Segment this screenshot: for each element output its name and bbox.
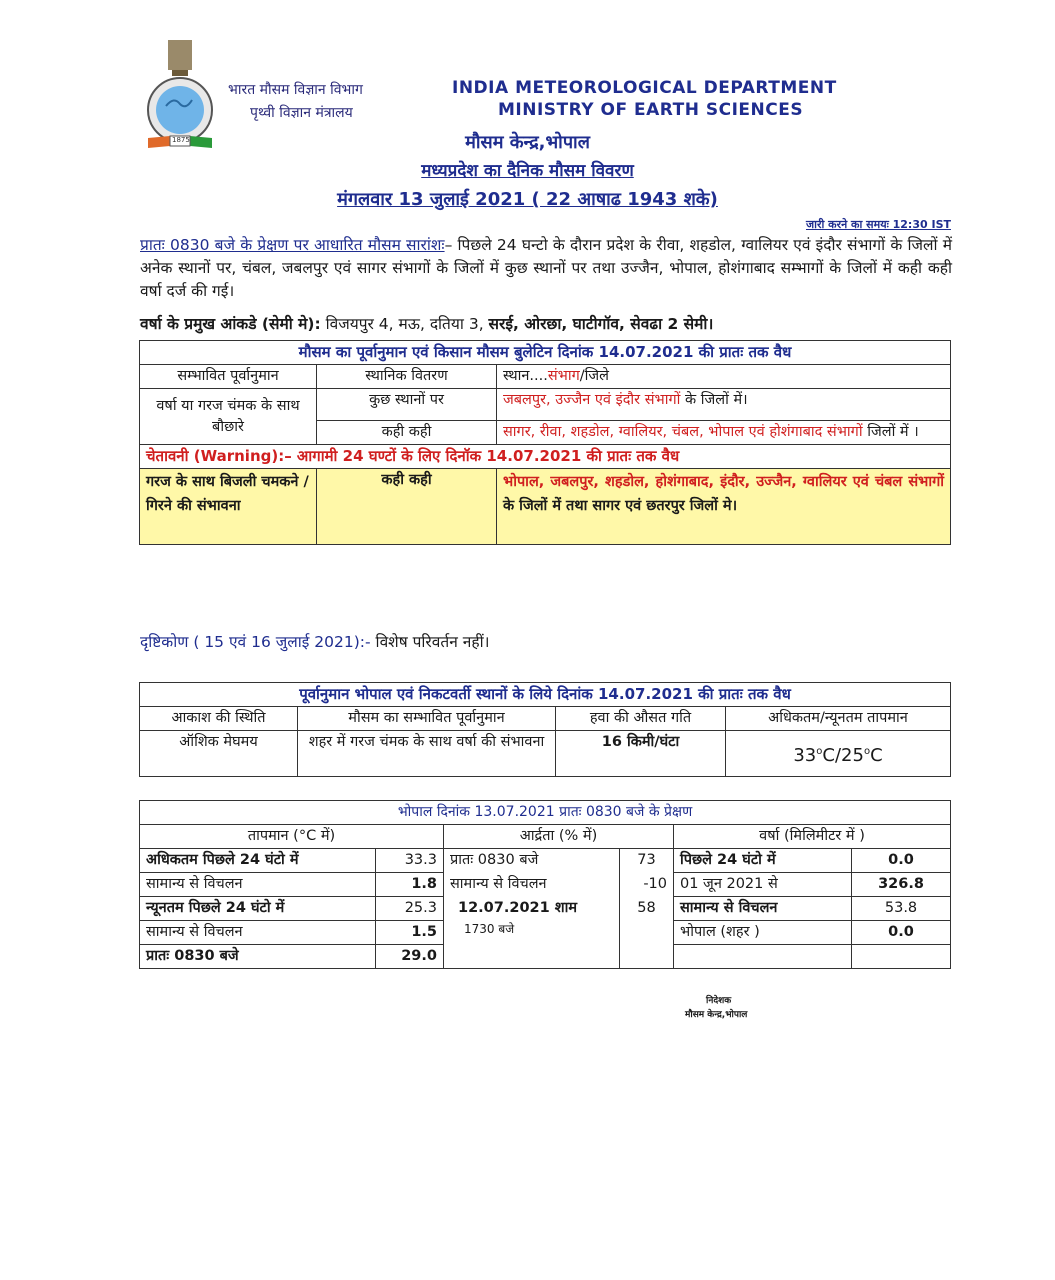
logo-year: 1875 bbox=[172, 136, 190, 144]
report-title: मध्यप्रदेश का दैनिक मौसम विवरण bbox=[421, 161, 634, 181]
rain-value: 326.8 bbox=[852, 873, 951, 897]
humidity-evening-label: 12.07.2021 शाम bbox=[458, 899, 578, 916]
emblem-icon bbox=[168, 40, 192, 70]
warning-places-black: के जिलों में तथा सागर एवं छतरपुर जिलों मे। bbox=[503, 498, 738, 514]
weather-summary bbox=[140, 234, 952, 303]
rain-text-1: विजयपुर 4, मऊ, दतिया 3, bbox=[320, 315, 489, 333]
temp-min: 25 bbox=[841, 745, 864, 766]
col-header-places bbox=[497, 365, 951, 389]
row2-distribution: कही कही bbox=[317, 421, 497, 445]
forecast-type: वर्षा या गरज चंमक के साथ बौछारे bbox=[140, 389, 317, 445]
max-min-temp: 33$^o$C/25$^o$C bbox=[726, 731, 951, 777]
temp-max: 33 bbox=[793, 745, 817, 766]
expected-weather: शहर में गरज चंमक के साथ वर्षा की संभावना bbox=[298, 731, 556, 777]
row1-places bbox=[497, 389, 951, 421]
rain-text-2: सरई, ओरछा, घाटीगॉव, सेवढा 2 सेमी। bbox=[488, 315, 714, 333]
header-weather: मौसम का सम्भावित पूर्वानुमान bbox=[298, 707, 556, 731]
forecast-table bbox=[139, 340, 951, 545]
col3-a: स्थान.... bbox=[503, 368, 548, 384]
col3-c: /जिले bbox=[579, 368, 610, 384]
temp-value: 1.8 bbox=[376, 873, 444, 897]
rain-label: सामान्य से विचलन bbox=[674, 897, 852, 921]
report-date: मंगलवार 13 जुलाई 2021 ( 22 आषाढ 1943 शके) bbox=[337, 189, 718, 210]
rain-value: 53.8 bbox=[852, 897, 951, 921]
warning-places bbox=[497, 469, 951, 545]
humidity-label: प्रातः 0830 बजे bbox=[444, 849, 620, 873]
rain-label: पिछले 24 घंटो में bbox=[674, 849, 852, 873]
temp-value: 29.0 bbox=[376, 945, 444, 969]
bhopal-forecast-title: पूर्वानुमान भोपाल एवं निकटवर्ती स्थानों के लिये दिनांक 14.07.2021 की प्रातः तक वैध bbox=[140, 683, 951, 707]
humidity-value: 58 bbox=[620, 897, 674, 969]
warning-title: चेतावनी (Warning):– आगामी 24 घण्टों के लिए दिनॉक 14.07.2021 की प्रातः तक वैध bbox=[140, 445, 951, 469]
rain-label: भोपाल (शहर ) bbox=[674, 921, 852, 945]
humidity-label: सामान्य से विचलन bbox=[444, 873, 620, 897]
rain-empty-label bbox=[674, 945, 852, 969]
temp-unit-1: C bbox=[822, 745, 835, 766]
humidity-evening bbox=[444, 897, 620, 969]
outlook-text: विशेष परिवर्तन नहीं। bbox=[370, 633, 490, 651]
row2-places bbox=[497, 421, 951, 445]
humidity-value: -10 bbox=[620, 873, 674, 897]
observations-table bbox=[139, 800, 951, 969]
header-wind: हवा की औसत गति bbox=[556, 707, 726, 731]
issue-time: जारी करने का समयः 12:30 IST bbox=[805, 218, 951, 231]
temp-value: 25.3 bbox=[376, 897, 444, 921]
sky-condition: ऑशिक मेघमय bbox=[140, 731, 298, 777]
row2-places-black: जिलों में । bbox=[862, 424, 919, 440]
col-header-forecast: सम्भावित पूर्वानुमान bbox=[140, 365, 317, 389]
temp-label: अधिकतम पिछले 24 घंटो में bbox=[140, 849, 376, 873]
summary-text: – पिछले 24 घन्टो के दौरान प्रदेश के रीवा, शहडोल, ग्वालियर एवं इंदौर संभागों के जिलों में अनेक स्थानों पर, चंबल, जबलपुर एवं सागर संभागों के जिलों में कुछ स्थानों पर तथा उज्जैन, भोपाल, होशंगाबाद सम्भागों के जिलों में कही कही वर्षा दर्ज की गई। bbox=[140, 236, 953, 300]
summary-label: प्रातः 0830 बजे के प्रेक्षण पर आधारित मौसम सारांशः bbox=[140, 236, 445, 254]
row2-places-red: सागर, रीवा, शहडोल, ग्वालियर, चंबल, भोपाल एवं होशंगाबाद संभागों bbox=[503, 424, 863, 440]
warning-places-red: भोपाल, जबलपुर, शहडोल, होशंगाबाद, इंदौर, उज्जैन, ग्वालियर एवं चंबल संभागों bbox=[503, 474, 945, 490]
rain-value: 0.0 bbox=[852, 849, 951, 873]
observations-title: भोपाल दिनांक 13.07.2021 प्रातः 0830 बजे के प्रेक्षण bbox=[140, 801, 951, 825]
signature-title: निदेशक bbox=[706, 996, 732, 1006]
rain-header: वर्षा (मिलिमीटर में ) bbox=[674, 825, 951, 849]
dept-hindi-name: भारत मौसम विज्ञान विभाग bbox=[228, 82, 363, 98]
temp-label: सामान्य से विचलन bbox=[140, 873, 376, 897]
temp-sep: / bbox=[834, 745, 842, 766]
ministry-english-name: MINISTRY OF EARTH SCIENCES bbox=[498, 100, 804, 120]
row1-distribution: कुछ स्थानों पर bbox=[317, 389, 497, 421]
centre-name: मौसम केन्द्र,भोपाल bbox=[465, 132, 590, 153]
forecast-table-title: मौसम का पूर्वानुमान एवं किसान मौसम बुलेटिन दिनांक 14.07.2021 की प्रातः तक वैध bbox=[140, 341, 951, 365]
row1-places-red: जबलपुर, उज्जैन एवं इंदौर संभागों bbox=[503, 392, 681, 408]
rain-empty-value bbox=[852, 945, 951, 969]
wind-speed: 16 किमी/घंटा bbox=[556, 731, 726, 777]
header-sky: आकाश की स्थिति bbox=[140, 707, 298, 731]
temp-label: न्यूनतम पिछले 24 घंटो में bbox=[140, 897, 376, 921]
humidity-evening-time: 1730 बजे bbox=[464, 921, 515, 936]
dept-english-name: INDIA METEOROLOGICAL DEPARTMENT bbox=[452, 78, 837, 98]
col-header-distribution: स्थानिक वितरण bbox=[317, 365, 497, 389]
humidity-value: 73 bbox=[620, 849, 674, 873]
col3-b: संभाग bbox=[547, 368, 580, 384]
rain-value: 0.0 bbox=[852, 921, 951, 945]
rainfall-figures bbox=[140, 313, 952, 336]
temp-label: सामान्य से विचलन bbox=[140, 921, 376, 945]
humidity-header: आर्द्रता (% में) bbox=[444, 825, 674, 849]
rain-label: वर्षा के प्रमुख आंकडे (सेमी मे): bbox=[140, 315, 321, 333]
temp-value: 33.3 bbox=[376, 849, 444, 873]
temp-value: 1.5 bbox=[376, 921, 444, 945]
bhopal-forecast-table bbox=[139, 682, 951, 777]
rain-label: 01 जून 2021 से bbox=[674, 873, 852, 897]
temp-header: तापमान (°C में) bbox=[140, 825, 444, 849]
temp-unit-2: C bbox=[870, 745, 883, 766]
outlook-label: दृष्टिकोण ( 15 एवं 16 जुलाई 2021):- bbox=[140, 633, 371, 651]
temp-label: प्रातः 0830 बजे bbox=[140, 945, 376, 969]
row1-places-black: के जिलों में। bbox=[680, 392, 748, 408]
signature-office: मौसम केन्द्र,भोपाल bbox=[685, 1010, 748, 1020]
outlook bbox=[140, 630, 489, 652]
header-temp: अधिकतम/न्यूनतम तापमान bbox=[726, 707, 951, 731]
ministry-hindi-name: पृथ्वी विज्ञान मंत्रालय bbox=[250, 105, 353, 121]
warning-type: गरज के साथ बिजली चमकने / गिरने की संभावना bbox=[140, 469, 317, 545]
globe-icon bbox=[156, 86, 204, 134]
warning-distribution: कही कही bbox=[317, 469, 497, 545]
